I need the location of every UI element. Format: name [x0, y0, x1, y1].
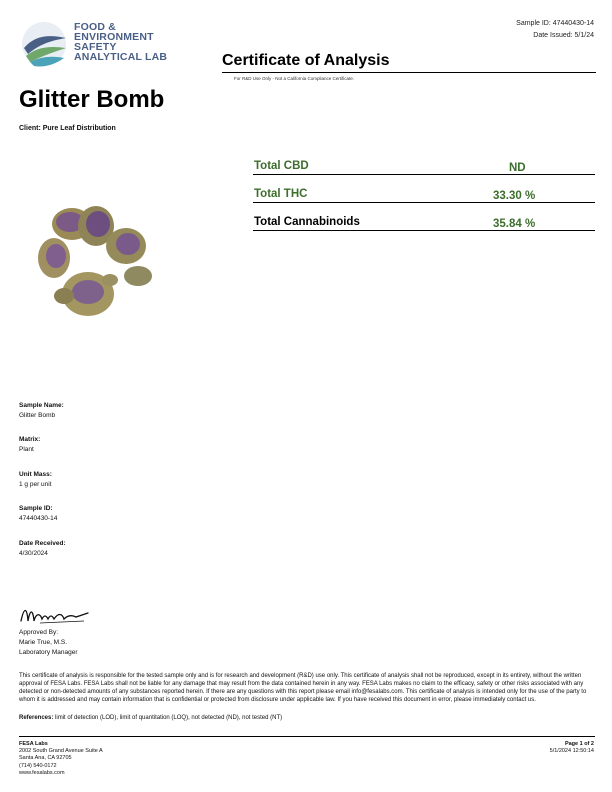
field-date-received: [19, 539, 66, 559]
footer-website: www.fesalabs.com: [19, 769, 65, 776]
potency-label: Total Cannabinoids: [254, 216, 360, 228]
print-timestamp: 5/1/2024 12:50:14: [549, 748, 594, 755]
product-name: Glitter Bomb: [19, 86, 165, 113]
field-value: 1 g per unit: [19, 481, 52, 488]
legal-disclaimer: This certificate of analysis is responsible for the tested sample only and is for research and development (R&D) use only. This certificate of analysis shall not be reproduced, except in its entirety, without the written approval of FESA Labs. FESA Labs shall not be liable for any damage that may result from the data contained herein in any way. FESA Labs makes no claim to the efficacy, safety or other risks associated with any detected or non-detected amounts of any substances reported herein. If there are any questions with this report please email info@fesalabs.com. This certificate of analysis is intended only for the use of the party to whom it is addressed and may contain information that is confidential or protected from disclosure under applicable law. If you have received this document in error, please immediately contact us.: [19, 673, 587, 703]
document-meta: [516, 18, 594, 42]
footer-address: [19, 741, 103, 777]
field-key: Matrix:: [19, 436, 41, 443]
potency-row-thc: [253, 186, 595, 203]
rd-disclaimer: For R&D Use Only - Not a California Compliance Certificate.: [234, 76, 355, 81]
field-value: 4/30/2024: [19, 550, 48, 557]
field-sample-id: [19, 504, 57, 524]
potency-value: ND: [509, 162, 526, 174]
bud-cluster: [38, 206, 152, 316]
field-key: Sample Name:: [19, 402, 64, 409]
field-sample-name: [19, 401, 64, 421]
field-value: Plant: [19, 446, 34, 453]
fesa-logo: [20, 18, 170, 70]
client-name: Client: Pure Leaf Distribution: [19, 125, 116, 132]
footer-page-info: [550, 741, 594, 755]
footer-divider: [19, 736, 595, 737]
potency-value: 35.84 %: [493, 218, 536, 230]
date-issued-meta: Date Issued: 5/1/24: [533, 32, 594, 39]
footer-address-line-1: 2002 South Grand Avenue Suite A: [19, 748, 103, 755]
certificate-title: Certificate of Analysis: [222, 52, 390, 69]
potency-row-cbd: [253, 158, 595, 175]
potency-value: 33.30 %: [493, 190, 536, 202]
approval-block: [19, 628, 78, 658]
title-divider: [222, 72, 596, 73]
field-key: Date Received:: [19, 540, 66, 547]
fesa-logo-icon: [20, 18, 72, 70]
logo-line-3: SAFETY: [74, 41, 117, 53]
field-value: 47440430-14: [19, 515, 58, 522]
references-label: References:: [19, 715, 54, 721]
footer-company: FESA Labs: [19, 741, 48, 747]
approver-title: Laboratory Manager: [19, 649, 78, 656]
field-key: Unit Mass:: [19, 471, 52, 478]
approved-by-label: Approved By:: [19, 629, 59, 636]
logo-line-1: FOOD &: [74, 21, 117, 33]
page-number: Page 1 of 2: [564, 741, 594, 747]
field-value: Glitter Bomb: [19, 412, 56, 419]
logo-line-2: ENVIRONMENT: [74, 31, 154, 43]
field-matrix: [19, 435, 40, 455]
footer-phone: (714) 540-0172: [19, 762, 57, 769]
sample-id-meta: Sample ID: 47440430-14: [516, 20, 594, 27]
field-unit-mass: [19, 470, 52, 490]
potency-label: Total THC: [254, 188, 308, 200]
potency-label: Total CBD: [254, 160, 309, 172]
references-text: limit of detection (LOD), limit of quantitation (LOQ), not detected (ND), not tested (NT): [55, 715, 283, 721]
logo-line-4: ANALYTICAL LAB: [74, 51, 168, 63]
references: [19, 715, 282, 721]
sample-photo: [34, 196, 158, 326]
signature: [18, 601, 98, 627]
footer-address-line-2: Santa Ana, CA 92705: [19, 755, 72, 762]
logo-wordmark: [74, 22, 167, 62]
approver-name: Marie True, M.S.: [19, 639, 68, 646]
potency-row-total: [253, 214, 595, 231]
field-key: Sample ID:: [19, 505, 53, 512]
